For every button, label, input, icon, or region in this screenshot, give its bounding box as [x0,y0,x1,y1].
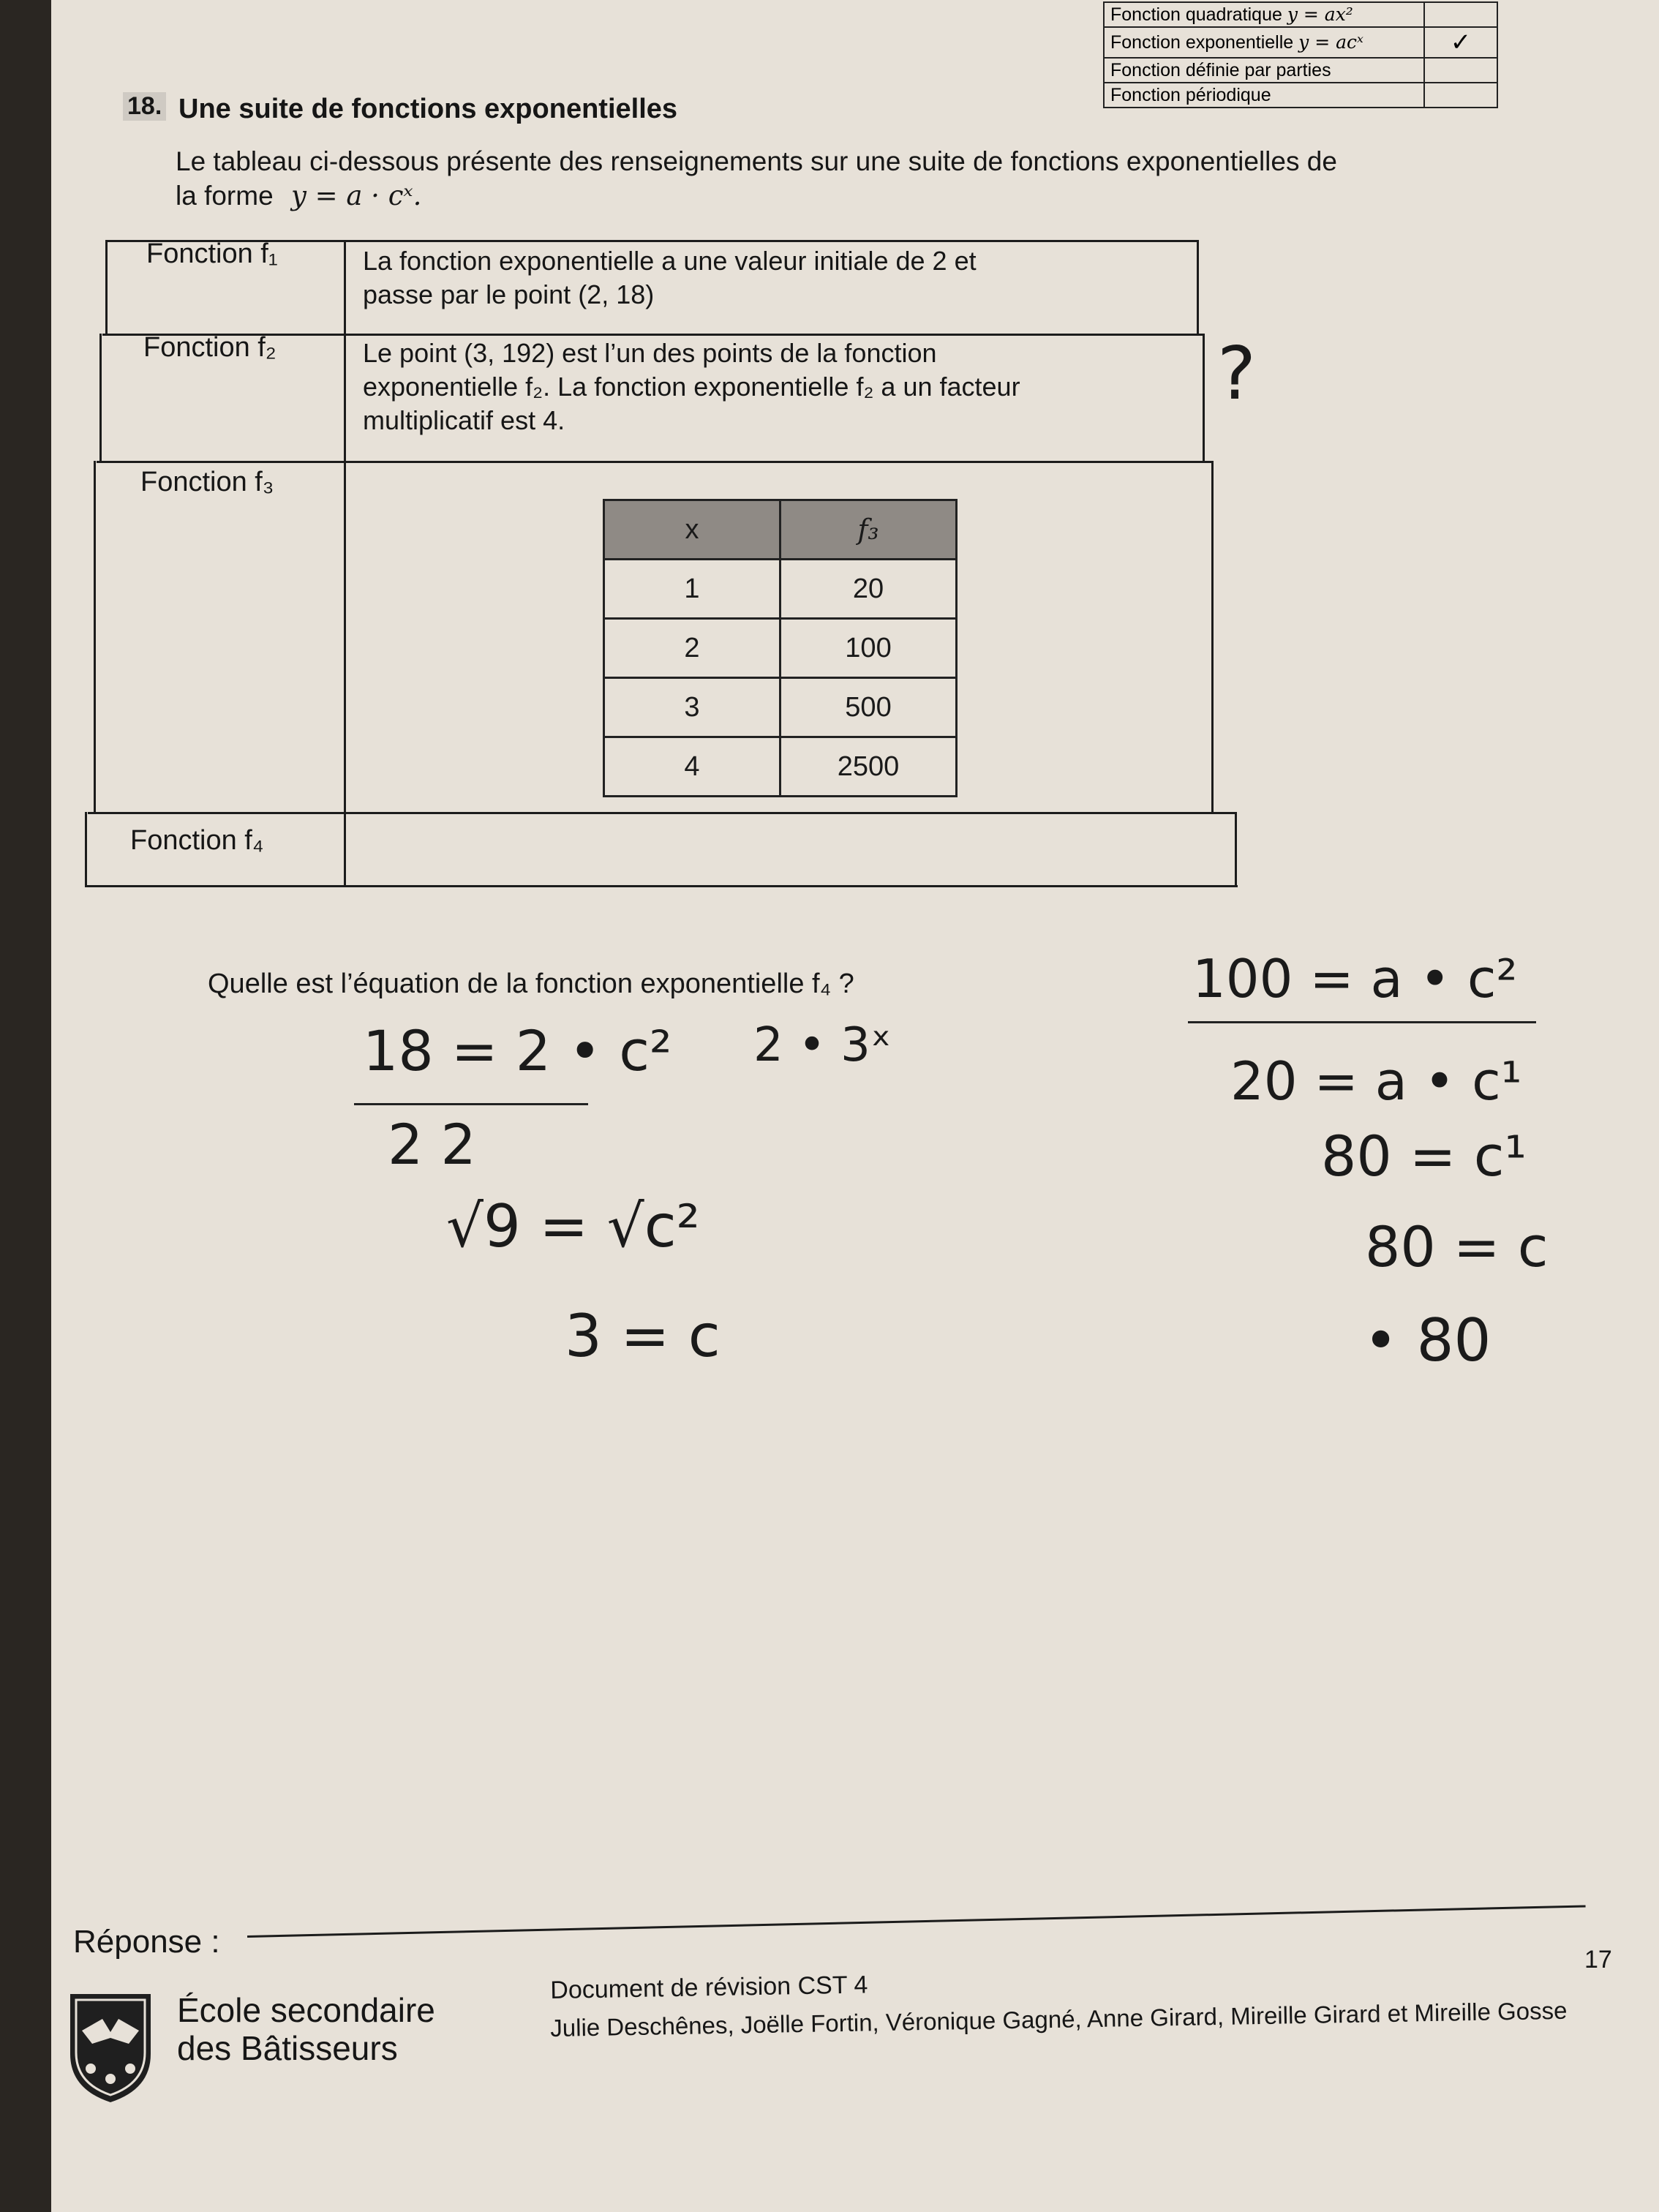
school-name-line: des Bâtisseurs [177,2029,398,2067]
table-cell: 20 [780,560,957,619]
table-cell: 500 [780,678,957,737]
handwritten-work-right-4: 80 = c [1365,1214,1549,1279]
f3-header-row [604,500,957,560]
handwritten-work-left-4: √9 = √c² [446,1192,700,1260]
table-cell: 3 [604,678,780,737]
function-f2-description [363,336,1020,437]
document-authors: Julie Deschênes, Joëlle Fortin, Véronique Gagné, Anne Girard, Mireille Girard et Mireille Gosse [550,1996,1568,2042]
legend-check [1424,2,1497,27]
shield-icon [66,1988,155,2105]
table-cell: 4 [604,737,780,797]
legend-formula: y = acˣ [1298,31,1363,53]
intro-formula: y = a · cˣ. [290,180,422,211]
handwritten-work-right-5: • 80 [1363,1306,1491,1374]
table-cell: 2500 [780,737,957,797]
f3-header-f3: f₃ [780,500,957,560]
handwritten-work-left-5: 3 = c [565,1302,721,1370]
question-number: 18. [123,92,166,121]
description-line: Le point (3, 192) est l’un des points de la fonction [363,338,937,368]
legend-label: Fonction périodique [1104,83,1424,108]
handwritten-work-left-2: 2 • 3ˣ [753,1018,892,1072]
school-name [177,1991,435,2067]
description-line: multiplicatif est 4. [363,405,565,435]
legend-row [1104,2,1497,27]
table-cell: 2 [604,619,780,678]
legend-check [1424,58,1497,83]
handwritten-question-mark: ? [1217,331,1257,416]
question-intro-line1: Le tableau ci-dessous présente des renseignements sur une suite de fonctions exponentielles de [176,146,1337,176]
table-cell: 100 [780,619,957,678]
legend-label: Fonction exponentielle [1110,32,1294,53]
table-row [604,560,957,619]
function-type-legend [1103,1,1498,108]
table-row [604,678,957,737]
handwritten-fraction-bar [354,1103,588,1105]
school-logo [66,1988,155,2105]
intro-text: la forme [176,181,274,211]
question-title: Une suite de fonctions exponentielles [178,94,678,124]
legend-row [1104,27,1497,58]
legend-formula: y = ax² [1287,4,1353,25]
table-row [604,737,957,797]
description-line: passe par le point (2, 18) [363,279,655,309]
handwritten-work-left-3: 2 2 [388,1112,476,1177]
handwritten-work-right-1: 100 = a • c² [1192,948,1518,1009]
document-title: Document de révision CST 4 [550,1971,868,2004]
function-label-f4: Fonction f₄ [130,825,264,856]
description-line: La fonction exponentielle a une valeur initiale de 2 et [363,246,977,276]
question-prompt: Quelle est l’équation de la fonction exponentielle f₄ ? [208,968,854,999]
handwritten-division-bar [1188,1021,1536,1023]
legend-check: ✓ [1424,27,1497,58]
legend-label: Fonction définie par parties [1104,58,1424,83]
function-label-f1: Fonction f₁ [146,238,278,269]
legend-label: Fonction quadratique [1110,4,1282,25]
function-label-f2: Fonction f₂ [143,332,276,363]
school-name-line: École secondaire [177,1991,435,2029]
answer-label: Réponse : [73,1924,220,1960]
legend-check [1424,83,1497,108]
function-f1-description [363,244,977,312]
legend-row [1104,83,1497,108]
handwritten-work-left-1: 18 = 2 • c² [363,1018,672,1083]
page-number: 17 [1584,1946,1612,1974]
f3-header-x: x [604,500,780,560]
function-label-f3: Fonction f₃ [140,467,274,497]
description-line: exponentielle f₂. La fonction exponentielle f₂ a un facteur [363,372,1020,402]
legend-row [1104,58,1497,83]
table-row [604,619,957,678]
f3-values-table [603,499,958,797]
handwritten-work-right-2: 20 = a • c¹ [1230,1050,1522,1112]
question-intro-line2 [176,180,421,211]
handwritten-work-right-3: 80 = c¹ [1321,1124,1527,1189]
table-cell: 1 [604,560,780,619]
